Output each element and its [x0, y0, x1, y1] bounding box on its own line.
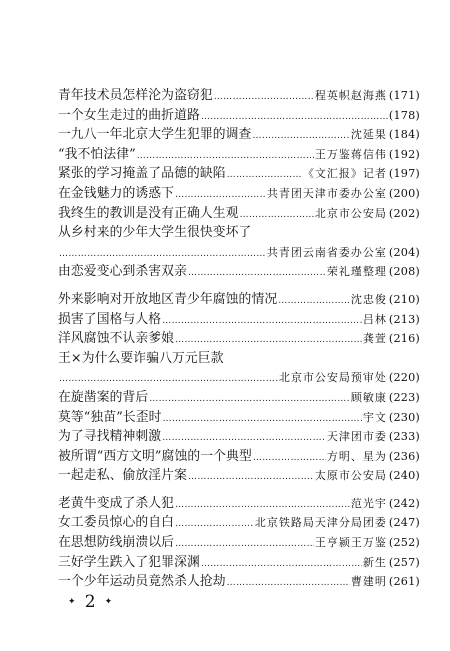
- toc-entry-page: (261): [388, 575, 420, 589]
- toc-entry-page: (213): [388, 312, 420, 326]
- toc-entry-author: 太原市公安局: [314, 469, 387, 483]
- page-number: 2: [84, 592, 97, 612]
- toc-entry-author: 天津团市委: [326, 430, 387, 444]
- toc-entry-title: 在金钱魅力的诱惑下: [58, 185, 175, 201]
- toc-group-3: [58, 494, 420, 592]
- toc-entry-author: 王万鉴: [350, 536, 387, 550]
- toc-entry-author: 北京铁路局天津分局团委: [254, 516, 387, 530]
- toc-entry: [58, 310, 420, 330]
- page-footer: [68, 592, 113, 612]
- toc-entry-title: 三好学生跌入了犯罪深渊: [58, 554, 200, 570]
- toc-entry: [58, 262, 420, 282]
- toc-entry-author: 《文汇报》记者: [302, 167, 387, 181]
- toc-entry-title: “我不怕法律”: [58, 146, 136, 162]
- toc-entry-title: 被所谓“西方文明”腐蚀的一个典型: [58, 448, 252, 464]
- toc-entry-title: 莫等“独苗”长歪时: [58, 409, 162, 425]
- toc-entry-author: 龚萱: [362, 332, 387, 346]
- ornament-left-icon: ✦: [68, 597, 77, 607]
- toc-entry-author: 吕林: [362, 312, 387, 326]
- toc-entry: [58, 513, 420, 533]
- toc-entry: [58, 572, 420, 592]
- toc-entry: [58, 466, 420, 486]
- toc-entry-title: 我终生的教训是没有正确人生观: [58, 205, 239, 221]
- toc-entry-title: 紧张的学习掩盖了品德的缺陷: [58, 166, 226, 182]
- toc-entry-page: (257): [388, 555, 420, 569]
- toc-entry-title: 一个女生走过的曲折道路: [58, 107, 200, 123]
- toc-entry-author: 顾敏康: [350, 390, 387, 404]
- toc-entry: [58, 388, 420, 408]
- toc-entry-page: (247): [388, 516, 420, 530]
- toc-entry-author: 共青团天津市委办公室: [266, 186, 387, 200]
- toc-group-2: [58, 290, 420, 486]
- toc-entry: [58, 184, 420, 204]
- toc-entry-author: 方明、星为: [326, 449, 387, 463]
- toc-entry: [58, 290, 420, 310]
- toc-entry-title: 损害了国格与人格: [58, 311, 162, 327]
- toc-entry-page: (216): [388, 332, 420, 346]
- toc-entry-title: 王×为什么要诈骗八万元巨款: [58, 350, 224, 366]
- toc-entry-page: (184): [388, 128, 420, 142]
- toc-entry: [58, 408, 420, 428]
- toc-entry-page: (197): [388, 167, 420, 181]
- toc-entry: [58, 494, 420, 514]
- toc-entry-page: (220): [388, 371, 420, 385]
- toc-entry-author: 王万鉴: [314, 147, 351, 161]
- toc-entry: [58, 553, 420, 573]
- toc-entry-author: 荣礼瑾整理: [326, 265, 387, 279]
- toc-entry: [58, 125, 420, 145]
- toc-entry: [58, 447, 420, 467]
- toc-entry-title: 由恋爱变心到杀害双亲: [58, 264, 187, 280]
- toc-entry-page: (202): [388, 206, 420, 220]
- toc-entry-author: 北京市公安局预审处: [278, 371, 387, 385]
- toc-entry-title: 从乡村来的少年大学生很快变坏了: [58, 225, 252, 241]
- toc-entry-title: 女工委员惊心的自白: [58, 515, 175, 531]
- toc-entry-title: 青年技术员怎样沦为盗窃犯: [58, 88, 213, 103]
- toc-entry-page: (240): [388, 469, 420, 483]
- toc-entry-page: (242): [388, 496, 420, 510]
- toc-group-1: [58, 86, 420, 282]
- toc-entry: [58, 223, 420, 243]
- toc-entry-page: (230): [388, 410, 420, 424]
- ornament-right-icon: ✦: [104, 597, 114, 607]
- toc-entry-page: (200): [388, 186, 420, 200]
- toc-entry-page: (210): [388, 292, 420, 306]
- toc-entry-page: (192): [388, 147, 420, 161]
- toc-entry: [58, 145, 420, 165]
- toc-entry: [58, 204, 420, 224]
- toc-entry-author: 沈忠俊: [350, 292, 387, 306]
- toc-entry-author: 王亨颍: [314, 536, 351, 550]
- leader-dots: [188, 468, 314, 488]
- toc-entry-page: (223): [388, 390, 420, 404]
- toc-entry-title: 在思想防线崩溃以后: [58, 535, 175, 551]
- leader-dots: [188, 264, 326, 284]
- toc-entry: [58, 368, 420, 388]
- toc-entry: [58, 427, 420, 447]
- toc-entry: [58, 533, 420, 553]
- toc-entry-page: (171): [388, 89, 420, 102]
- toc-entry-author: 北京市公安局: [314, 206, 387, 220]
- toc-entry-page: (208): [388, 265, 420, 279]
- toc-entry-title: 一九八一年北京大学生犯罪的调查: [58, 127, 252, 143]
- toc-entry: [58, 86, 420, 106]
- toc-entry-page: (252): [388, 536, 420, 550]
- toc-entry-author: 赵海燕: [350, 89, 387, 102]
- toc-entry-author: 沈延果: [350, 128, 387, 142]
- toc-entry: [58, 164, 420, 184]
- toc-entry-author: 程英帜: [314, 89, 351, 102]
- toc-entry-title: 外来影响对开放地区青少年腐蚀的情况: [58, 291, 278, 307]
- table-of-contents: [58, 86, 420, 592]
- toc-entry: [58, 349, 420, 369]
- toc-entry-page: (236): [388, 449, 420, 463]
- toc-entry-title: 老黄牛变成了杀人犯: [58, 495, 175, 511]
- toc-entry-author: 新生: [362, 555, 387, 569]
- toc-entry-author: 曹建明: [350, 575, 387, 589]
- toc-entry-page: (178): [388, 108, 420, 122]
- toc-entry-author: 共青团云南省委办公室: [266, 245, 387, 259]
- toc-entry: [58, 329, 420, 349]
- toc-entry-author: 范光宇: [350, 496, 387, 510]
- toc-entry-title: 在旋凿案的背后: [58, 389, 149, 405]
- toc-entry-page: (233): [388, 430, 420, 444]
- toc-entry-title: 洋风腐蚀不认亲爹娘: [58, 331, 175, 347]
- toc-entry-author: 宇文: [362, 410, 387, 424]
- toc-entry-page: (204): [388, 245, 420, 259]
- leader-dots: [227, 574, 350, 594]
- toc-entry: [58, 106, 420, 126]
- toc-entry: [58, 243, 420, 263]
- toc-entry-title: 一个少年运动员竟然杀人抢劫: [58, 574, 226, 590]
- toc-entry-title: 一起走私、偷放淫片案: [58, 468, 187, 484]
- toc-entry-title: 为了寻找精神刺激: [58, 429, 162, 445]
- toc-entry-author: 蒋信伟: [350, 147, 387, 161]
